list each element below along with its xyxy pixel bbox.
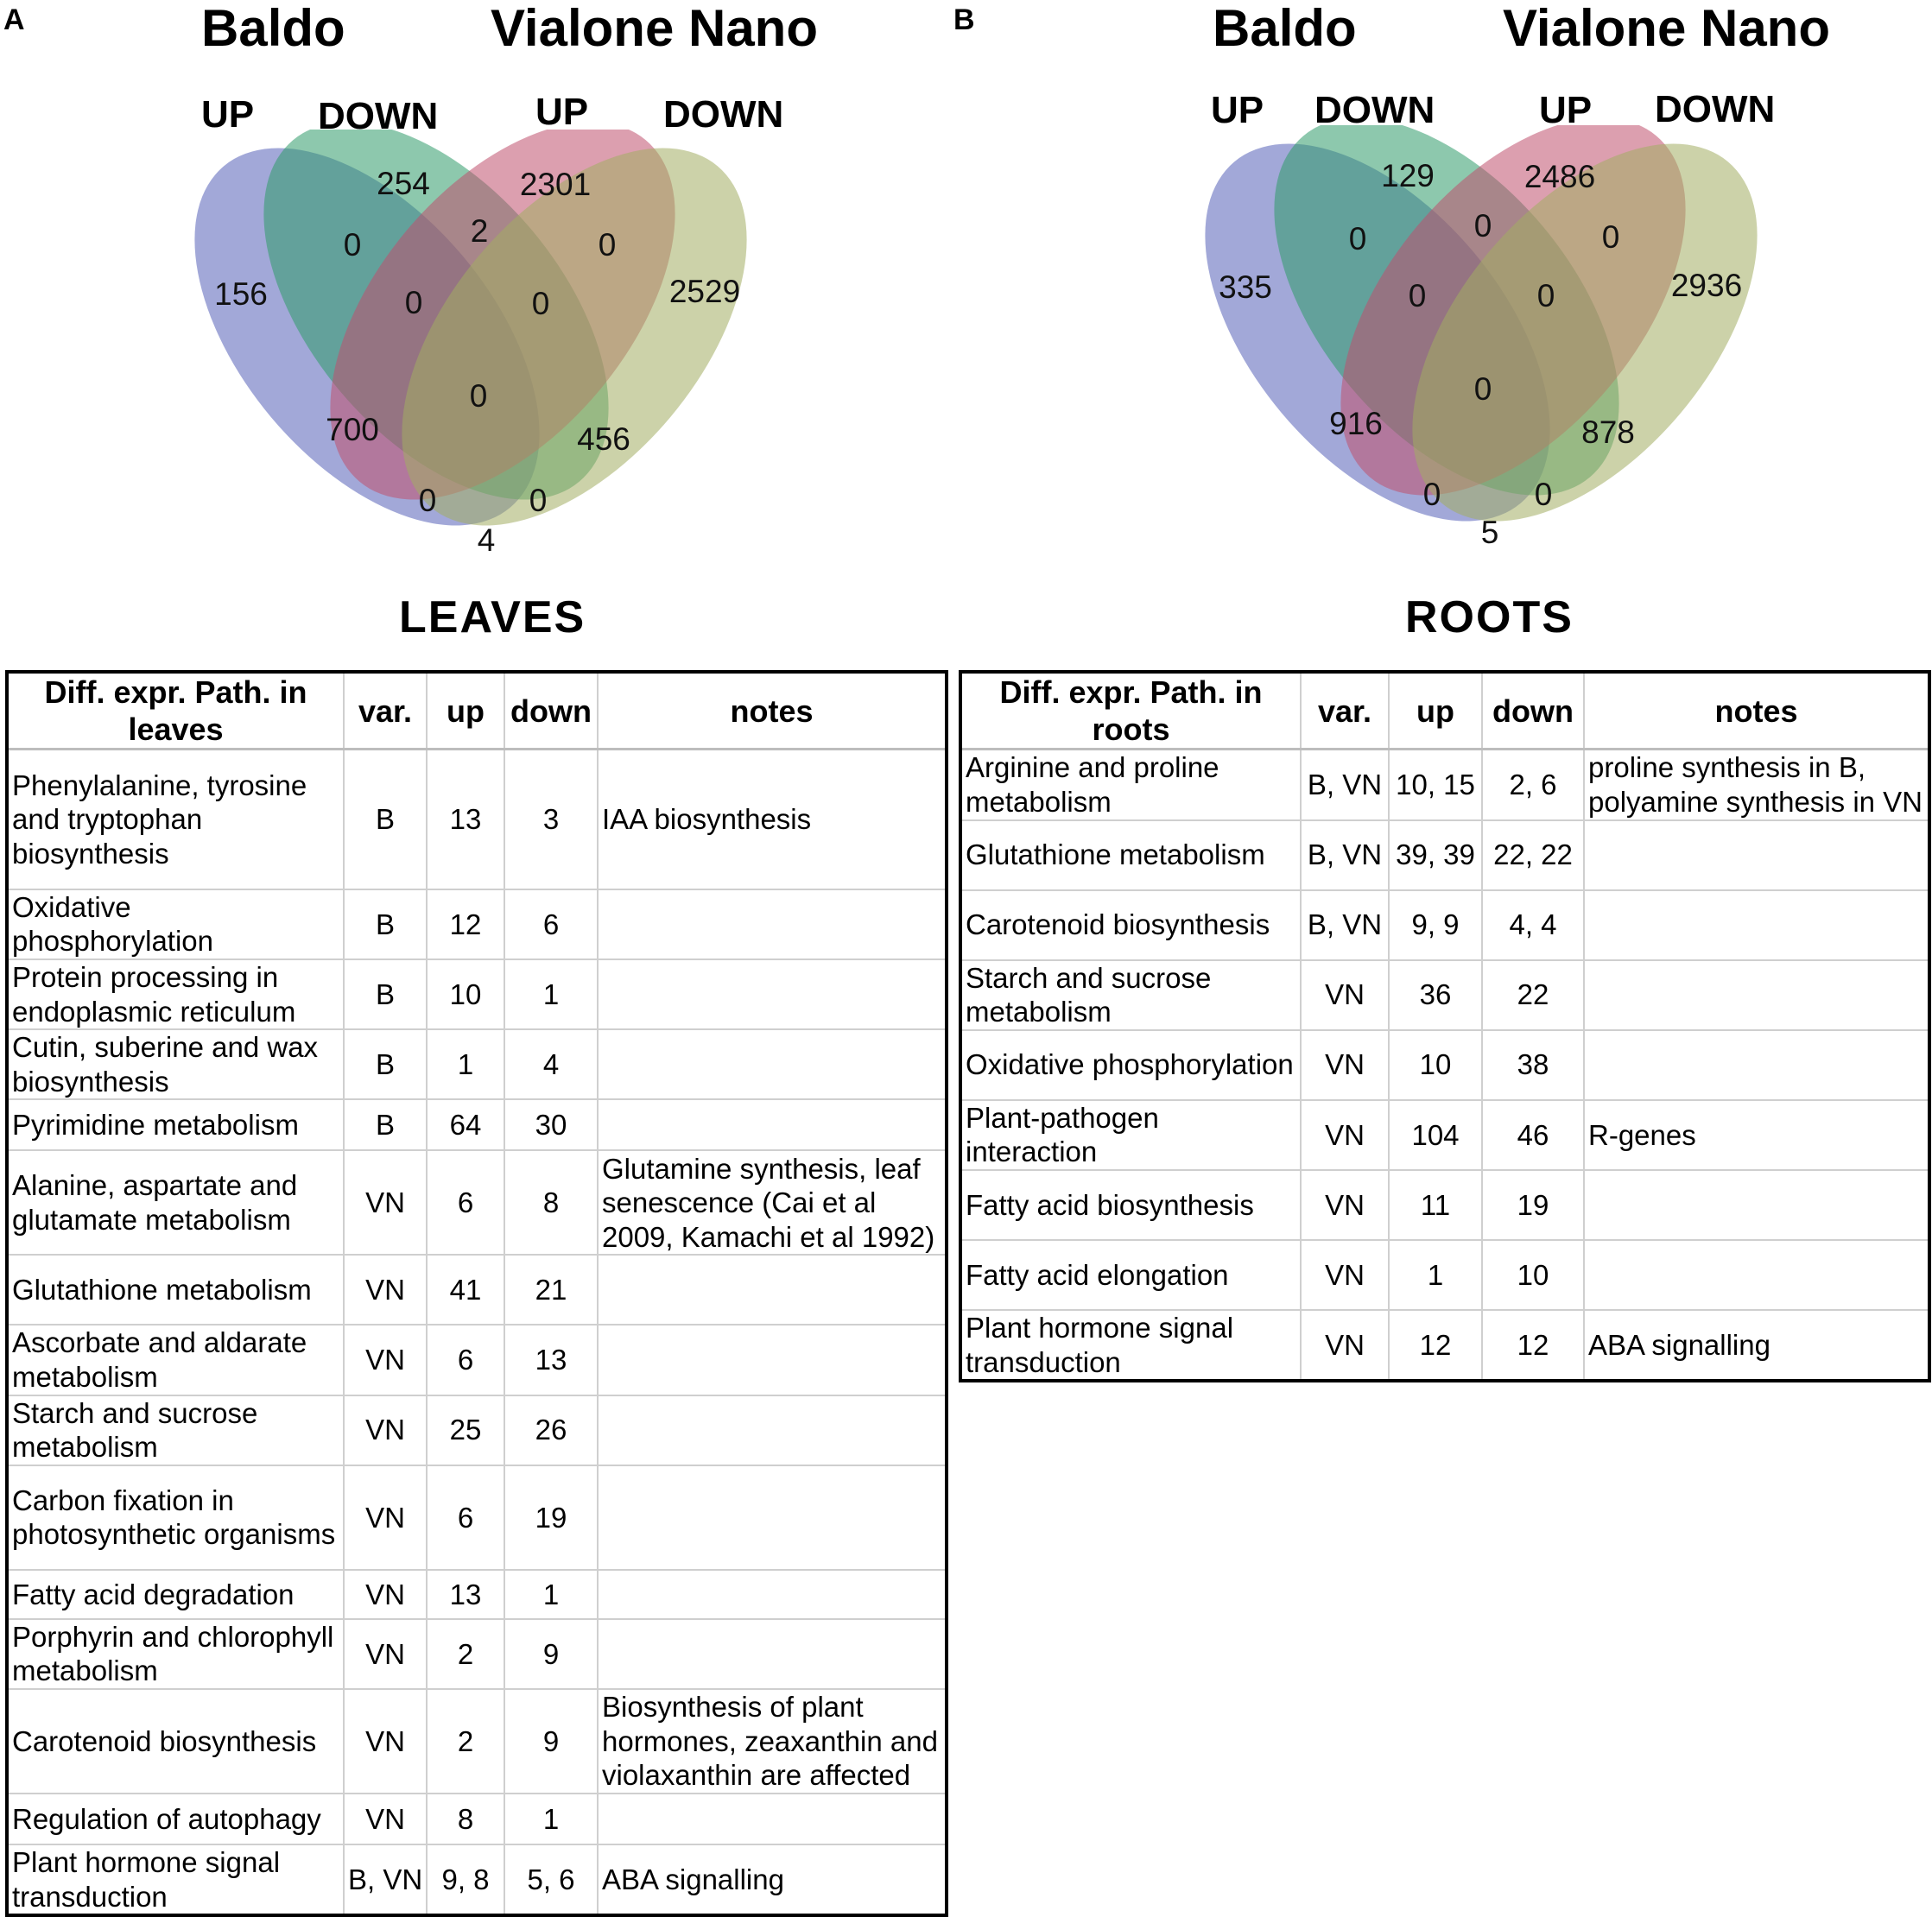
- cell-var: VN: [344, 1570, 427, 1619]
- table-row: [7, 1029, 947, 1099]
- cell-down: 38: [1482, 1030, 1584, 1100]
- cell-var: VN: [344, 1794, 427, 1844]
- cell-pathway: Porphyrin and chlorophyll metabolism: [7, 1619, 344, 1689]
- table-row: [960, 1310, 1929, 1381]
- panel-b-letter: B: [953, 3, 975, 36]
- cell-var: VN: [1301, 1240, 1389, 1310]
- cell-notes: [598, 1325, 947, 1395]
- venn-count-bu-bd: 0: [343, 226, 362, 263]
- cell-down: 8: [504, 1150, 598, 1255]
- venn-count-vn-up: 2301: [519, 166, 592, 202]
- panel-a-label-baldo-up: UP: [201, 93, 255, 136]
- table-row: [7, 1395, 947, 1465]
- table-row: [7, 1794, 947, 1844]
- cell-notes: [598, 1029, 947, 1099]
- cell-notes: [1584, 1030, 1929, 1100]
- cell-down: 9: [504, 1619, 598, 1689]
- cell-pathway: Plant hormone signal transduction: [7, 1844, 344, 1915]
- cell-up: 1: [1389, 1240, 1482, 1310]
- cell-up: 11: [1389, 1170, 1482, 1240]
- cell-down: 1: [504, 959, 598, 1029]
- cell-down: 3: [504, 750, 598, 889]
- venn-count-bu-vu: 700: [326, 411, 379, 447]
- cell-var: B: [344, 750, 427, 889]
- panel-b-cultivar-baldo: Baldo: [1213, 0, 1357, 57]
- cell-var: VN: [1301, 1100, 1389, 1170]
- cell-pathway: Starch and sucrose metabolism: [960, 960, 1301, 1030]
- table-row: [7, 1570, 947, 1619]
- panel-b-label-vn-down: DOWN: [1655, 88, 1776, 130]
- cell-up: 8: [427, 1794, 504, 1844]
- cell-up: 1: [427, 1029, 504, 1099]
- panel-a-letter: A: [3, 3, 25, 36]
- cell-pathway: Plant hormone signal transduction: [960, 1310, 1301, 1381]
- cell-notes: [1584, 820, 1929, 890]
- cell-var: VN: [344, 1619, 427, 1689]
- col-header-pathway: Diff. expr. Path. in leaves: [7, 672, 344, 750]
- panel-b-label-vn-up: UP: [1539, 89, 1593, 131]
- cell-down: 19: [504, 1465, 598, 1570]
- panel-a-cultivar-vialone-nano: Vialone Nano: [491, 0, 818, 57]
- venn-count-all: 0: [469, 377, 488, 414]
- cell-pathway: Oxidative phosphorylation: [7, 889, 344, 959]
- cell-pathway: Glutathione metabolism: [960, 820, 1301, 890]
- cell-down: 22, 22: [1482, 820, 1584, 890]
- cell-notes: ABA signalling: [1584, 1310, 1929, 1381]
- cell-notes: [598, 1395, 947, 1465]
- cell-pathway: Glutathione metabolism: [7, 1255, 344, 1325]
- cell-pathway: Plant-pathogen interaction: [960, 1100, 1301, 1170]
- venn-count-all: 0: [1473, 370, 1492, 407]
- cell-var: B: [344, 889, 427, 959]
- cell-up: 12: [427, 889, 504, 959]
- cell-var: VN: [1301, 960, 1389, 1030]
- cell-notes: IAA biosynthesis: [598, 750, 947, 889]
- panel-a-venn-diagram: [164, 130, 820, 579]
- panel-a-venn-ellipses: [164, 130, 814, 579]
- col-header-up: up: [1389, 672, 1482, 750]
- cell-down: 1: [504, 1570, 598, 1619]
- cell-pathway: Starch and sucrose metabolism: [7, 1395, 344, 1465]
- cell-pathway: Cutin, suberine and wax biosynthesis: [7, 1029, 344, 1099]
- table-row: [7, 1844, 947, 1915]
- venn-count-bu-vu-vd: 0: [1422, 476, 1441, 512]
- cell-notes: [598, 1099, 947, 1150]
- table-row: [7, 959, 947, 1029]
- cell-pathway: Carotenoid biosynthesis: [7, 1689, 344, 1794]
- cell-pathway: Fatty acid biosynthesis: [960, 1170, 1301, 1240]
- cell-pathway: Oxidative phosphorylation: [960, 1030, 1301, 1100]
- cell-up: 2: [427, 1619, 504, 1689]
- cell-pathway: Alanine, aspartate and glutamate metabolism: [7, 1150, 344, 1255]
- table-row: [7, 1689, 947, 1794]
- cell-down: 21: [504, 1255, 598, 1325]
- cell-var: VN: [344, 1255, 427, 1325]
- cell-notes: [1584, 1170, 1929, 1240]
- cell-notes: [1584, 960, 1929, 1030]
- panel-b-pathway-table: [959, 670, 1931, 1382]
- panel-b-cultivar-vialone-nano: Vialone Nano: [1503, 0, 1830, 57]
- cell-down: 4, 4: [1482, 890, 1584, 960]
- venn-count-bu-bd-vu: 0: [1408, 277, 1427, 313]
- cell-down: 6: [504, 889, 598, 959]
- cell-var: B, VN: [344, 1844, 427, 1915]
- cell-up: 9, 9: [1389, 890, 1482, 960]
- venn-count-bu-vd: 4: [477, 522, 496, 558]
- venn-count-baldo-down: 254: [377, 165, 430, 201]
- cell-notes: R-genes: [1584, 1100, 1929, 1170]
- cell-notes: [598, 1794, 947, 1844]
- cell-notes: [598, 889, 947, 959]
- cell-pathway: Protein processing in endoplasmic reticulum: [7, 959, 344, 1029]
- venn-count-bu-vu-vd: 0: [418, 482, 437, 518]
- cell-down: 10: [1482, 1240, 1584, 1310]
- cell-notes: proline synthesis in B, polyamine synthesis in VN: [1584, 750, 1929, 820]
- cell-notes: [598, 1255, 947, 1325]
- cell-up: 6: [427, 1325, 504, 1395]
- table-row: [960, 1100, 1929, 1170]
- cell-down: 46: [1482, 1100, 1584, 1170]
- venn-count-vu-vd: 0: [598, 226, 617, 263]
- cell-notes: [598, 959, 947, 1029]
- cell-pathway: Carotenoid biosynthesis: [960, 890, 1301, 960]
- cell-up: 13: [427, 1570, 504, 1619]
- cell-down: 1: [504, 1794, 598, 1844]
- table-row: [960, 960, 1929, 1030]
- cell-down: 4: [504, 1029, 598, 1099]
- cell-up: 10: [1389, 1030, 1482, 1100]
- cell-var: B, VN: [1301, 890, 1389, 960]
- cell-pathway: Phenylalanine, tyrosine and tryptophan biosynthesis: [7, 750, 344, 889]
- table-row: [7, 889, 947, 959]
- table-row: [960, 750, 1929, 820]
- cell-var: B: [344, 959, 427, 1029]
- venn-count-vn-down: 2936: [1670, 267, 1743, 303]
- cell-up: 39, 39: [1389, 820, 1482, 890]
- cell-var: VN: [1301, 1170, 1389, 1240]
- cell-notes: [598, 1465, 947, 1570]
- table-row: [7, 1150, 947, 1255]
- cell-down: 13: [504, 1325, 598, 1395]
- cell-pathway: Fatty acid elongation: [960, 1240, 1301, 1310]
- cell-up: 41: [427, 1255, 504, 1325]
- table-row: [960, 1240, 1929, 1310]
- cell-up: 10, 15: [1389, 750, 1482, 820]
- table-row: [7, 1619, 947, 1689]
- col-header-notes: notes: [598, 672, 947, 750]
- venn-count-vu-vd: 0: [1601, 218, 1620, 255]
- panel-a-label-baldo-down: DOWN: [318, 95, 439, 137]
- venn-count-baldo-up: 335: [1219, 269, 1272, 305]
- cell-notes: [1584, 1240, 1929, 1310]
- table-row: [7, 750, 947, 889]
- cell-up: 6: [427, 1465, 504, 1570]
- venn-count-bd-vu: 2: [470, 212, 489, 249]
- table-row: [960, 1030, 1929, 1100]
- cell-notes: Glutamine synthesis, leaf senescence (Cai et al 2009, Kamachi et al 1992): [598, 1150, 947, 1255]
- panel-b-label-baldo-up: UP: [1211, 89, 1264, 131]
- cell-var: B: [344, 1029, 427, 1099]
- panel-b-venn-ellipses: [1175, 125, 1824, 574]
- table-row: [7, 1255, 947, 1325]
- cell-notes: ABA signalling: [598, 1844, 947, 1915]
- table-header-row: [960, 672, 1929, 750]
- cell-pathway: Ascorbate and aldarate metabolism: [7, 1325, 344, 1395]
- cell-pathway: Fatty acid degradation: [7, 1570, 344, 1619]
- panel-a-tissue-label: LEAVES: [399, 592, 586, 642]
- cell-up: 104: [1389, 1100, 1482, 1170]
- cell-pathway: Arginine and proline metabolism: [960, 750, 1301, 820]
- cell-down: 2, 6: [1482, 750, 1584, 820]
- venn-count-bd-vd: 878: [1581, 414, 1635, 450]
- venn-count-bd-vu-vd: 0: [1536, 277, 1555, 313]
- venn-count-baldo-down: 129: [1381, 157, 1435, 193]
- cell-down: 9: [504, 1689, 598, 1794]
- cell-notes: [598, 1570, 947, 1619]
- cell-up: 36: [1389, 960, 1482, 1030]
- table-row: [7, 1325, 947, 1395]
- cell-notes: [1584, 890, 1929, 960]
- venn-count-bu-vu: 916: [1329, 405, 1383, 441]
- col-header-var: var.: [1301, 672, 1389, 750]
- venn-count-vn-down: 2529: [668, 273, 741, 309]
- cell-down: 26: [504, 1395, 598, 1465]
- cell-var: VN: [344, 1689, 427, 1794]
- table-row: [7, 1465, 947, 1570]
- cell-down: 19: [1482, 1170, 1584, 1240]
- table-row: [7, 1099, 947, 1150]
- cell-up: 6: [427, 1150, 504, 1255]
- cell-var: VN: [344, 1465, 427, 1570]
- cell-up: 13: [427, 750, 504, 889]
- panel-a-cultivar-baldo: Baldo: [201, 0, 345, 57]
- cell-down: 5, 6: [504, 1844, 598, 1915]
- cell-up: 12: [1389, 1310, 1482, 1381]
- col-header-notes: notes: [1584, 672, 1929, 750]
- panel-b-tissue-label: ROOTS: [1405, 592, 1574, 642]
- cell-var: VN: [1301, 1030, 1389, 1100]
- cell-pathway: Regulation of autophagy: [7, 1794, 344, 1844]
- table-row: [960, 890, 1929, 960]
- panel-b-venn-diagram: [1175, 125, 1831, 574]
- col-header-up: up: [427, 672, 504, 750]
- venn-count-bd-vu-vd: 0: [531, 285, 550, 321]
- venn-count-bu-bd-vd: 0: [1534, 476, 1553, 512]
- cell-var: VN: [344, 1395, 427, 1465]
- venn-count-baldo-up: 156: [214, 275, 268, 312]
- cell-down: 30: [504, 1099, 598, 1150]
- cell-up: 9, 8: [427, 1844, 504, 1915]
- cell-up: 2: [427, 1689, 504, 1794]
- cell-var: B, VN: [1301, 820, 1389, 890]
- venn-count-bd-vu: 0: [1473, 207, 1492, 244]
- venn-count-bd-vd: 456: [577, 421, 630, 457]
- panel-a-pathway-table: [5, 670, 948, 1917]
- venn-count-bu-vd: 5: [1480, 514, 1499, 550]
- venn-count-bu-bd-vd: 0: [529, 482, 548, 518]
- venn-count-bu-bd: 0: [1348, 220, 1367, 256]
- col-header-down: down: [504, 672, 598, 750]
- cell-notes: [598, 1619, 947, 1689]
- cell-up: 25: [427, 1395, 504, 1465]
- cell-var: VN: [1301, 1310, 1389, 1381]
- venn-count-bu-bd-vu: 0: [404, 284, 423, 320]
- cell-up: 64: [427, 1099, 504, 1150]
- table-row: [960, 820, 1929, 890]
- table-header-row: [7, 672, 947, 750]
- cell-down: 12: [1482, 1310, 1584, 1381]
- panel-a-label-vn-up: UP: [535, 91, 589, 133]
- col-header-var: var.: [344, 672, 427, 750]
- cell-var: VN: [344, 1150, 427, 1255]
- cell-down: 22: [1482, 960, 1584, 1030]
- col-header-down: down: [1482, 672, 1584, 750]
- panel-b-label-baldo-down: DOWN: [1314, 89, 1435, 131]
- cell-var: VN: [344, 1325, 427, 1395]
- col-header-pathway: Diff. expr. Path. in roots: [960, 672, 1301, 750]
- cell-notes: Biosynthesis of plant hormones, zeaxanthin and violaxanthin are affected: [598, 1689, 947, 1794]
- cell-up: 10: [427, 959, 504, 1029]
- cell-pathway: Carbon fixation in photosynthetic organisms: [7, 1465, 344, 1570]
- cell-var: B, VN: [1301, 750, 1389, 820]
- cell-var: B: [344, 1099, 427, 1150]
- table-row: [960, 1170, 1929, 1240]
- panel-a-label-vn-down: DOWN: [663, 93, 784, 136]
- cell-pathway: Pyrimidine metabolism: [7, 1099, 344, 1150]
- venn-count-vn-up: 2486: [1523, 158, 1596, 194]
